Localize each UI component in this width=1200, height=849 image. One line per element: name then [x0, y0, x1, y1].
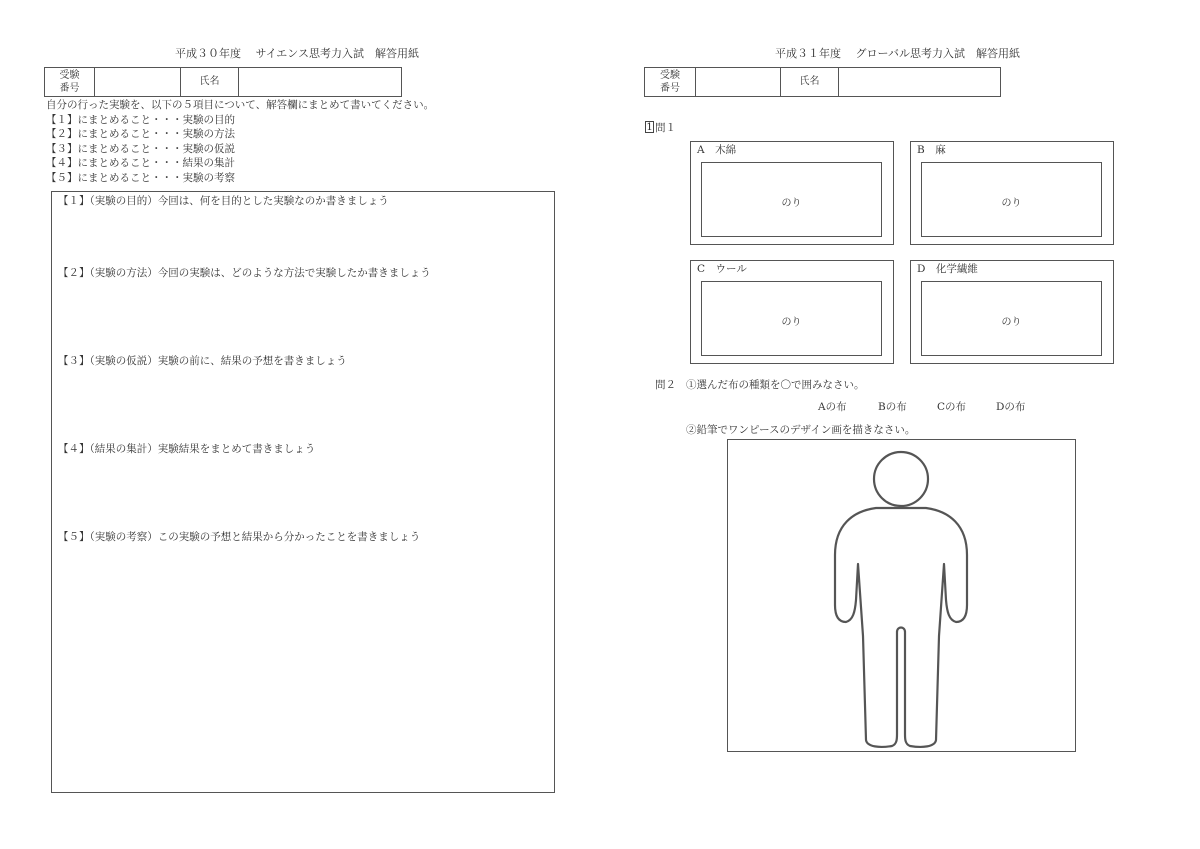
answer-prompt-2: 【２】（実験の方法）今回の実験は、どのような方法で実験したか書きましょう [58, 267, 431, 279]
choice-a[interactable]: Aの布 [818, 401, 847, 413]
paste-label: のり [781, 198, 802, 209]
fabric-box-d [910, 260, 1114, 364]
exam-number-field[interactable] [696, 68, 781, 96]
instruction-item: 【５】にまとめること・・・実験の考察 [46, 172, 235, 184]
instruction-item: 【３】にまとめること・・・実験の仮説 [46, 143, 235, 155]
name-label-cell [181, 68, 239, 96]
exam-number-label-cell [45, 68, 95, 96]
instruction-item: 【４】にまとめること・・・結果の集計 [46, 157, 235, 169]
question-1-label: 問１ [655, 122, 676, 134]
fabric-label: C ウール [697, 263, 747, 275]
answer-prompt-5: 【５】（実験の考察）この実験の予想と結果から分かったことを書きましょう [58, 531, 421, 543]
right-page-title: 平成３１年度 グローバル思考力入試 解答用紙 [775, 47, 1020, 60]
choice-c[interactable]: Cの布 [937, 401, 967, 413]
fabric-label: B 麻 [917, 144, 946, 156]
choice-b[interactable]: Bの布 [878, 401, 907, 413]
paste-area-b[interactable] [921, 162, 1102, 237]
figure-body [835, 508, 967, 747]
answer-prompt-3: 【３】（実験の仮説）実験の前に、結果の予想を書きましょう [58, 355, 347, 367]
answer-box[interactable] [51, 191, 555, 793]
paste-area-a[interactable] [701, 162, 882, 237]
choice-d[interactable]: Dの布 [996, 401, 1026, 413]
paste-area-d[interactable] [921, 281, 1102, 356]
name-label: 氏名 [199, 76, 220, 87]
instruction-item: 【１】にまとめること・・・実験の目的 [46, 114, 235, 126]
body-outline-figure [728, 440, 1075, 751]
question-2-1-text: ①選んだ布の種類を〇で囲みなさい。 [686, 379, 865, 391]
question-2-2-text: ②鉛筆でワンピースのデザイン画を描きなさい。 [686, 424, 916, 436]
exam-number-label-cell [645, 68, 696, 96]
instruction-text: 自分の行った実験を、以下の５項目について、解答欄にまとめて書いてください。 [46, 99, 435, 111]
answer-prompt-1: 【１】（実験の目的）今回は、何を目的とした実験なのか書きましょう [58, 195, 389, 207]
fabric-box-c [690, 260, 894, 364]
drawing-area[interactable] [727, 439, 1076, 752]
name-label: 氏名 [799, 76, 820, 87]
figure-head [874, 452, 928, 506]
paste-label: のり [1001, 317, 1022, 328]
name-field[interactable] [839, 68, 1000, 96]
paste-label: のり [1001, 198, 1022, 209]
name-field[interactable] [239, 68, 401, 96]
fabric-label: A 木綿 [697, 144, 737, 156]
fabric-box-a [690, 141, 894, 245]
question-1-number: 1 [646, 122, 653, 133]
paste-label: のり [781, 317, 802, 328]
fabric-label: D 化学繊維 [917, 263, 978, 275]
exam-label-line1: 受験 [660, 70, 680, 81]
instruction-item: 【２】にまとめること・・・実験の方法 [46, 128, 235, 140]
question-2-label: 問２ [655, 379, 676, 391]
answer-prompt-4: 【４】（結果の集計）実験結果をまとめて書きましょう [58, 443, 316, 455]
exam-label-line2: 番号 [59, 83, 80, 94]
left-page-title: 平成３０年度 サイエンス思考力入試 解答用紙 [175, 47, 419, 60]
exam-number-field[interactable] [95, 68, 181, 96]
left-header-table [44, 67, 402, 97]
fabric-box-b [910, 141, 1114, 245]
right-header-table [644, 67, 1001, 97]
paste-area-c[interactable] [701, 281, 882, 356]
name-label-cell [781, 68, 839, 96]
exam-label-line1: 受験 [59, 70, 80, 81]
exam-label-line2: 番号 [660, 83, 680, 94]
